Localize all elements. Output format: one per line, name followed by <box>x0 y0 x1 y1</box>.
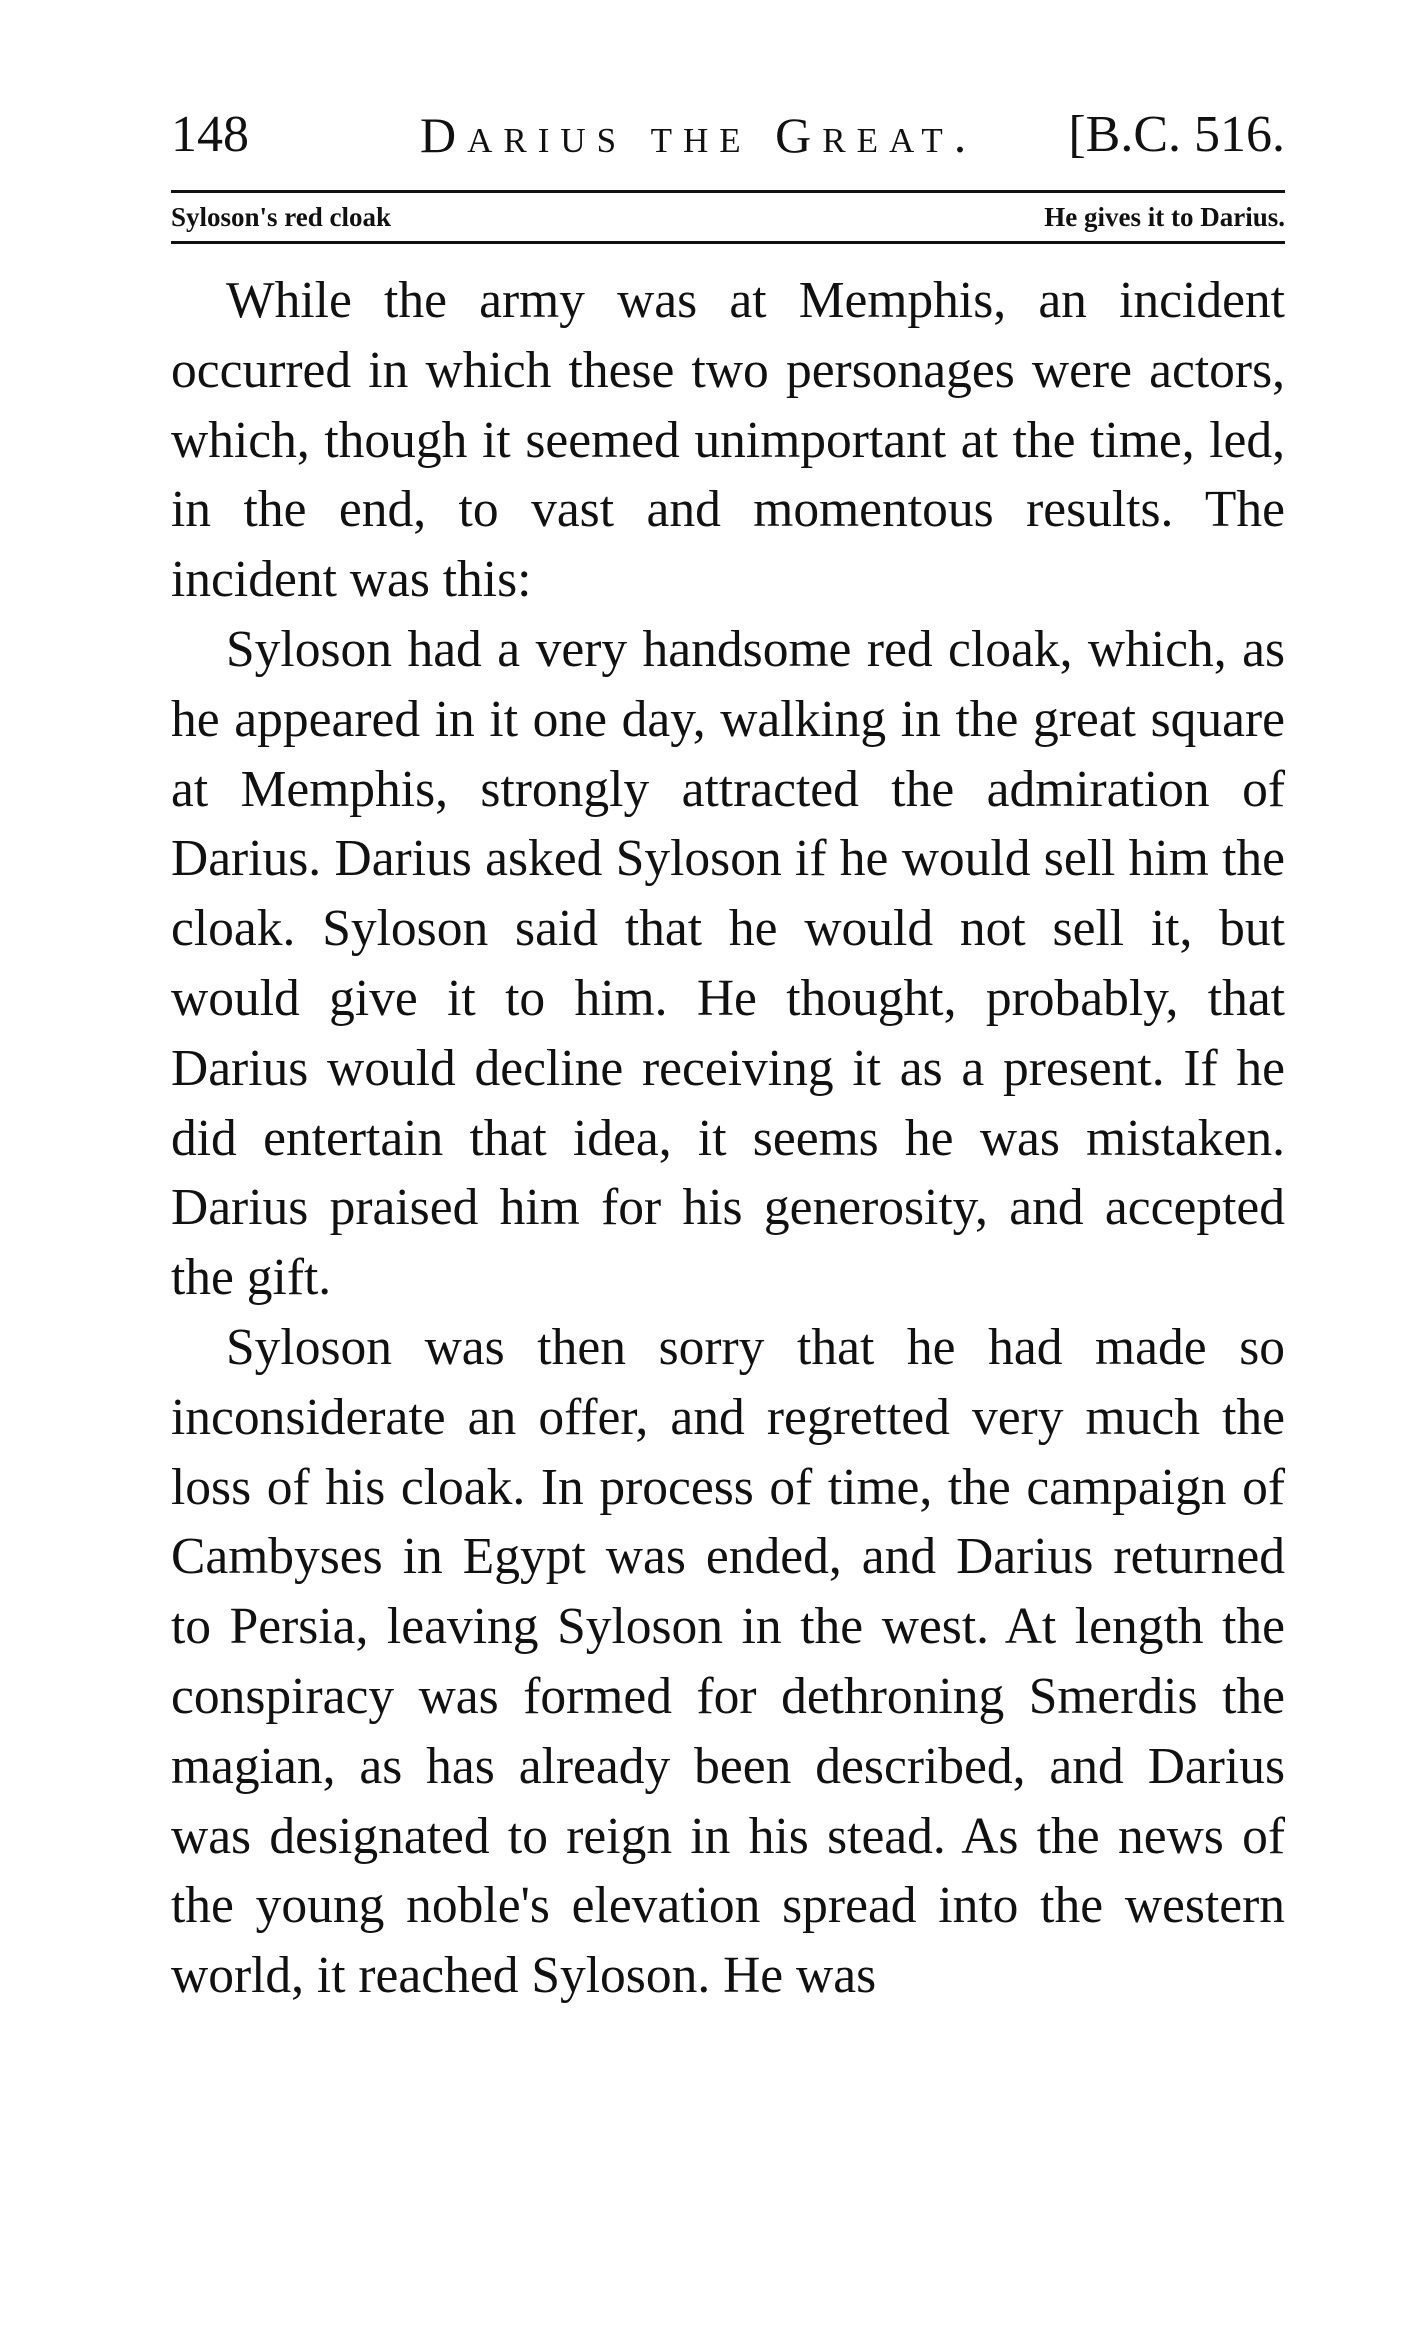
side-notes <box>171 193 1285 241</box>
side-note-left: Syloson's red cloak <box>171 202 392 232</box>
running-title: Darius the Great. <box>420 107 978 163</box>
paragraph: While the army was at Memphis, an incident occurred in which these two personages were actors, which, though it seemed unimportant at the time, led, in the end, to vast and momentous results. The incident was this: <box>171 272 1285 609</box>
paragraph: Syloson had a very handsome red cloak, which, as he appeared in it one day, walking in the great square at Memphis, strongly attracted the admiration of Darius. Darius asked Syloson if he would sell him the cloak. Syloson said that he would not sell it, but would give it to him. He thought, probably, that Darius would decline receiving it as a present. If he did entertain that idea, it seems he was mistaken. Darius praised him for his generosity, and accepted the gift. <box>171 620 1285 1307</box>
header-rule-bottom <box>171 241 1285 244</box>
running-head <box>171 100 1285 170</box>
running-date: [B.C. 516. <box>1068 106 1285 163</box>
paragraph: Syloson was then sorry that he had made so inconsiderate an offer, and regretted very much the loss of his cloak. In process of time, the campaign of Cambyses in Egypt was ended, and Darius returned to Persia, leaving Syloson in the west. At length the conspiracy was formed for dethroning Smerdis the magian, as has already been described, and Darius was designated to reign in his stead. As the news of the young noble's elevation spread into the western world, it reached Syloson. He was <box>171 1318 1285 2005</box>
side-note-right: He gives it to Darius. <box>1044 202 1285 232</box>
book-page <box>171 100 1285 2011</box>
page-number: 148 <box>171 106 249 163</box>
body-text <box>171 266 1285 2011</box>
